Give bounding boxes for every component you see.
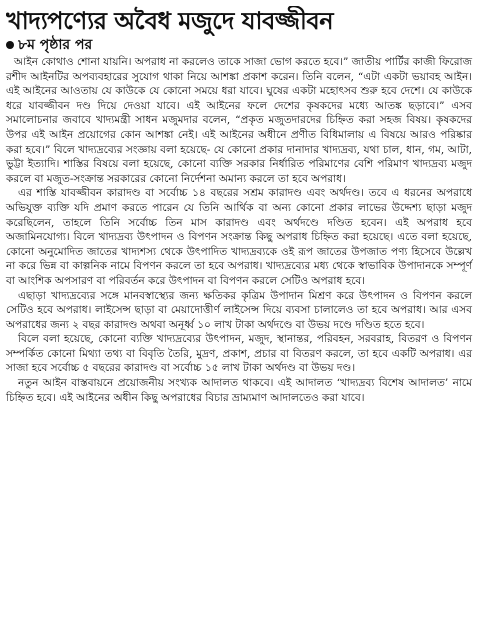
continued-from-page-line (6, 37, 472, 53)
bullet-icon (6, 41, 14, 49)
article-paragraph: বিলে বলা হয়েছে, কোনো ব্যক্তি খাদ্যদ্রব্যের উৎপাদন, মজুদ, স্থানান্তর, পরিবহন, সরবরাহ, বিতরণ ও বিপণন সম্পর্কিত কোনো মিথ্যা তথ্য বা বিবৃতি তৈরি, মুদ্রণ, প্রকাশ, প্রচার বা বিতরণ করলে, তা হবে একটি অপরাধ। এর সাজা হবে সর্বোচ্চ ৫ বছরের কারাদণ্ড বা সর্বোচ্চ ১৫ লাখ টাকা অর্থদণ্ড বা উভয় দণ্ড। (6, 333, 472, 375)
article-paragraph: এছাড়া খাদ্যদ্রব্যের সঙ্গে মানবস্বাস্থ্যের জন্য ক্ষতিকর কৃত্রিম উপাদান মিশ্রণ করে উৎপাদন ও বিপণন করলে সেটিও হবে অপরাধ। লাইসেন্স ছাড়া বা মেয়াদোত্তীর্ণ লাইসেন্স দিয়ে ব্যবসা চালালেও তা হবে অপরাধ। আর এসব অপরাধের জন্য ২ বছর কারাদণ্ড অথবা অনূর্ধ্ব ১০ লাখ টাকা অর্থদণ্ডে বা উভয় দণ্ডে দণ্ডিত হতে হবে। (6, 289, 472, 331)
article-paragraph: নতুন আইন বাস্তবায়নে প্রয়োজনীয় সংখ্যক আদালত থাকবে। এই আদালত ‘খাদ্যদ্রব্য বিশেষ আদালত’ নামে চিহ্নিত হবে। এই আইনের অধীন কিছু অপরাধের বিচার ভ্রাম্যমাণ আদালতেও করা যাবে। (6, 377, 472, 404)
continued-from-page-label: ৮ম পৃষ্ঠার পর (18, 37, 93, 53)
headline: খাদ্যপণ্যের অবৈধ মজুদে যাবজ্জীবন (6, 7, 334, 35)
article-body (6, 55, 472, 405)
article-paragraph: এর শাস্তি যাবজ্জীবন কারাদণ্ড বা সর্বোচ্চ ১৪ বছরের সশ্রম কারাদণ্ড এবং অর্থদণ্ড। তবে এ ধরনের অপরাধে অভিযুক্ত ব্যক্তি যদি প্রমাণ করতে পারেন যে তিনি আর্থিক বা অন্য কোনো প্রকার লাভের উদ্দেশ্য ছাড়া মজুদ করেছিলেন, তাহলে তিনি সর্বোচ্চ তিন মাস কারাদণ্ড এবং অর্থদণ্ডে দণ্ডিত হবেন। এই অপরাধ হবে অজামিনযোগ্য। বিলে খাদ্যদ্রব্য উৎপাদন ও বিপণন সংক্রান্ত কিছু অপরাধ চিহ্নিত করা হয়েছে। এতে বলা হয়েছে, কোনো অনুমোদিত জাতের খাদ্যশস্য থেকে উৎপাদিত খাদ্যদ্রব্যকে ওই রূপ জাতের উপজাত পণ্য হিসেবে উল্লেখ না করে ভিন্ন বা কাল্পনিক নামে বিপণন করলে তা হবে অপরাধ। খাদ্যদ্রব্যের মধ্য থেকে স্বাভাবিক উপাদানকে সম্পূর্ণ বা আংশিক অপসারণ বা পরিবর্তন করে উৎপাদন বা বিপণন করলে সেটিও অপরাধ হবে। (6, 187, 472, 287)
article-paragraph: আইন কোথাও শোনা যায়নি। অপরাধ না করলেও তাকে সাজা ভোগ করতে হবে।” জাতীয় পার্টির কাজী ফিরোজ রশীদ আইনটির অপব্যবহারের সুযোগ থাকা নিয়ে আশঙ্কা প্রকাশ করেন। তিনি বলেন, “এটা একটা ভয়াবহ আইন। এই আইনের আওতায় যে কাউকে যে কোনো সময়ে ধরা যাবে। ঘুষের একটা মহোৎসব শুরু হবে দেশে। যে কাউকে ধরে যাবজ্জীবন দণ্ড দিয়ে দেওয়া যাবে। এই আইনের ফলে দেশের কৃষকদের মধ্যে আতঙ্ক ছড়াবে।” এসব সমালোচনার জবাবে খাদ্যমন্ত্রী সাধন মজুমদার বলেন, “প্রকৃত মজুতদারদের চিহ্নিত করা সহজ বিষয়। কৃষকদের উপর এই আইন প্রয়োগের কোন আশঙ্কা নেই। এই আইনের অধীনে প্রণীত বিধিমালায় এ বিষয়ে আরও পরিষ্কার করা হবে।” বিলে খাদ্যদ্রব্যের সংজ্ঞায় বলা হয়েছে- যে কোনো প্রকার দানাদার খাদ্যদ্রব্য, যথা চাল, ধান, গম, আটা, ভুট্টা ইত্যাদি। শাস্তির বিষয়ে বলা হয়েছে, কোনো ব্যক্তি সরকার নির্ধারিত পরিমাণের বেশি পরিমাণ খাদ্যদ্রব্য মজুদ করলে বা মজুত-সংক্রান্ত সরকারের কোনো নির্দেশনা অমান্য করলে তা হবে অপরাধ। (6, 56, 472, 185)
